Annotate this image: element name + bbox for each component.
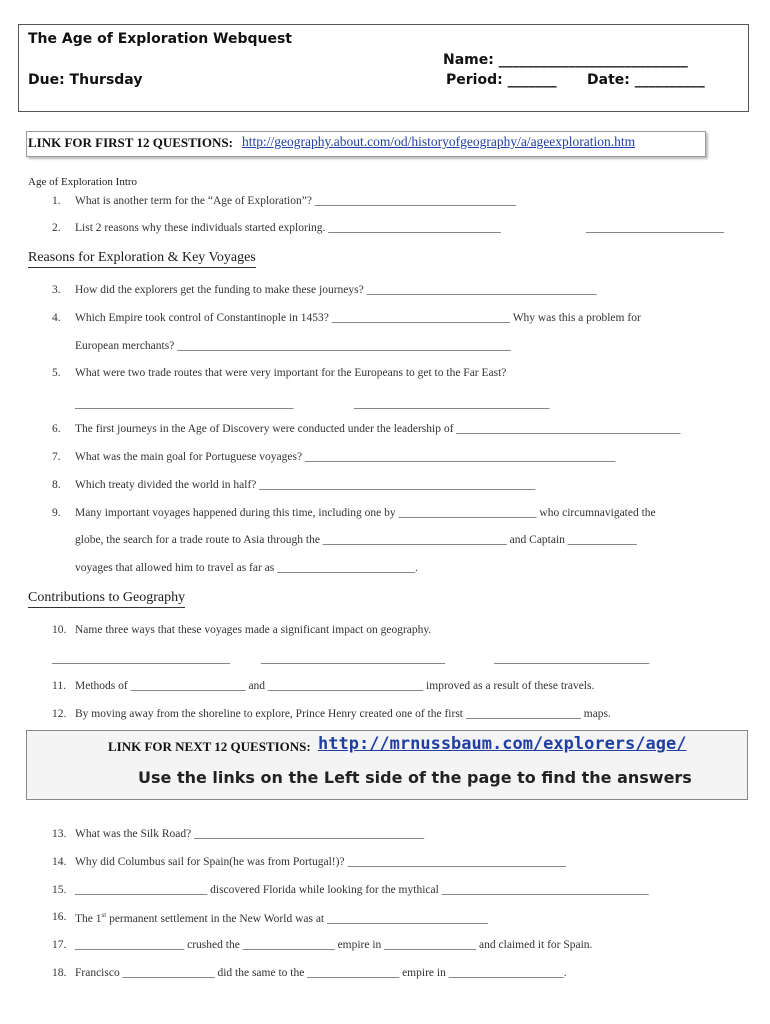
question-16 — [75, 911, 488, 925]
answer-blank[interactable]: _______________________________ — [52, 653, 231, 665]
question-number: 13. — [52, 828, 67, 840]
question-2: List 2 reasons why these individuals started exploring. ______________________________ — [75, 222, 501, 234]
question-number: 10. — [52, 624, 67, 636]
page-title: The Age of Exploration Webquest — [28, 31, 292, 47]
question-18: Francisco ________________ did the same to the ________________ empire in ____________________. — [75, 967, 567, 979]
question-6: The first journeys in the Age of Discovery were conducted under the leadership of _______________________________________ — [75, 423, 681, 435]
date-field[interactable]: Date: __________ — [587, 72, 705, 88]
question-4: Which Empire took control of Constantinople in 1453? _______________________________ Why was this a problem for — [75, 312, 641, 324]
question-number: 12. — [52, 708, 67, 720]
link-url-next[interactable]: http://mrnussbaum.com/explorers/age/ — [318, 734, 687, 754]
question-number: 6. — [52, 423, 61, 435]
superscript-st: st — [101, 911, 107, 919]
section-title-reasons: Reasons for Exploration & Key Voyages — [28, 250, 256, 268]
question-number: 9. — [52, 507, 61, 519]
question-number: 8. — [52, 479, 61, 491]
question-14: Why did Columbus sail for Spain(he was from Portugal!)? ______________________________________ — [75, 856, 566, 868]
question-number: 5. — [52, 367, 61, 379]
link-label-first: LINK FOR FIRST 12 QUESTIONS: — [28, 135, 233, 150]
section-title-intro: Age of Exploration Intro — [28, 176, 138, 188]
question-16-start: The 1 — [75, 912, 102, 925]
question-7: What was the main goal for Portuguese voyages? ______________________________________________________ — [75, 451, 616, 463]
answer-blank[interactable]: ______________________________________ — [75, 398, 294, 410]
question-number: 14. — [52, 856, 67, 868]
question-8: Which treaty divided the world in half? ________________________________________________ — [75, 479, 536, 491]
question-9-continued: globe, the search for a trade route to Asia through the ________________________________ and Captain ____________ — [75, 534, 637, 546]
question-10: Name three ways that these voyages made a significant impact on geography. — [75, 624, 432, 636]
answer-blank[interactable]: ________________________ — [586, 222, 724, 234]
answer-blank[interactable]: ___________________________ — [494, 653, 650, 665]
question-1: What is another term for the “Age of Exploration”? ___________________________________ — [75, 195, 517, 207]
question-number: 16. — [52, 911, 67, 923]
question-3: How did the explorers get the funding to make these journeys? ________________________________________ — [75, 284, 597, 296]
instruction-text: Use the links on the Left side of the page to find the answers — [138, 768, 692, 787]
name-field[interactable]: Name: ___________________________ — [443, 52, 688, 68]
period-field[interactable]: Period: _______ — [446, 72, 557, 88]
question-9-continued: voyages that allowed him to travel as far as ________________________. — [75, 562, 419, 574]
question-number: 3. — [52, 284, 61, 296]
due-date: Due: Thursday — [28, 72, 143, 88]
question-number: 7. — [52, 451, 61, 463]
question-16-end: permanent settlement in the New World was at ____________________________ — [106, 912, 489, 925]
question-number: 2. — [52, 222, 61, 234]
answer-blank[interactable]: __________________________________ — [354, 398, 550, 410]
link-url-first[interactable]: http://geography.about.com/od/historyofgeography/a/ageexploration.htm — [242, 134, 636, 149]
question-12: By moving away from the shoreline to explore, Prince Henry created one of the first ____________________ maps. — [75, 708, 611, 720]
question-17: ___________________ crushed the ________________ empire in ________________ and claimed it for Spain. — [75, 939, 593, 951]
question-number: 11. — [52, 680, 66, 692]
question-number: 18. — [52, 967, 67, 979]
question-11: Methods of ____________________ and ___________________________ improved as a result of these travels. — [75, 680, 595, 692]
question-4-continued: European merchants? __________________________________________________________ — [75, 340, 511, 352]
question-13: What was the Silk Road? ________________________________________ — [75, 828, 425, 840]
question-5: What were two trade routes that were very important for the Europeans to get to the Far East? — [75, 367, 507, 379]
question-number: 17. — [52, 939, 67, 951]
link-label-next: LINK FOR NEXT 12 QUESTIONS: — [108, 739, 311, 754]
question-number: 4. — [52, 312, 61, 324]
section-title-contributions: Contributions to Geography — [28, 590, 185, 608]
question-number: 15. — [52, 884, 67, 896]
answer-blank[interactable]: ________________________________ — [261, 653, 445, 665]
question-15: _______________________ discovered Florida while looking for the mythical ____________________________________ — [75, 884, 649, 896]
question-9: Many important voyages happened during this time, including one by ________________________ who circumnavigated the — [75, 507, 656, 519]
question-number: 1. — [52, 195, 61, 207]
